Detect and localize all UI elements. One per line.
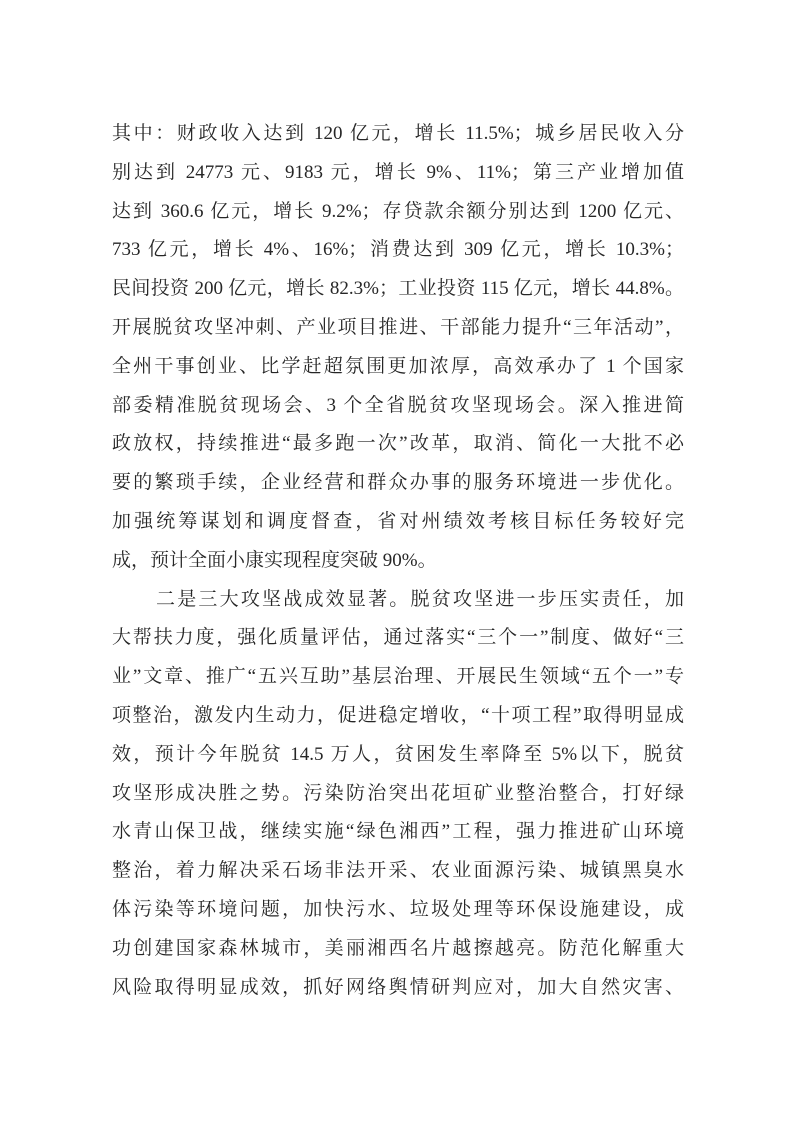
text-line: 体污染等环境问题，加快污水、垃圾处理等环保设施建设，成 (112, 898, 684, 920)
text-line: 部委精准脱贫现场会、3 个全省脱贫攻坚现场会。深入推进简 (112, 394, 684, 416)
page-body (112, 115, 684, 1007)
text-line: 达到 360.6 亿元，增长 9.2%；存贷款余额分别达到 1200 亿元、 (112, 200, 684, 222)
text-line: 整治，着力解决采石场非法开采、农业面源污染、城镇黑臭水 (112, 860, 684, 882)
text-line: 水青山保卫战，继续实施“绿色湘西”工程，强力推进矿山环境 (112, 821, 684, 843)
text-line: 业”文章、推广“五兴互助”基层治理、开展民生领域“五个一”专 (112, 666, 684, 688)
paragraph (112, 115, 684, 581)
text-line: 要的繁琐手续，企业经营和群众办事的服务环境进一步优化。 (112, 472, 684, 494)
text-line: 功创建国家森林城市，美丽湘西名片越擦越亮。防范化解重大 (112, 937, 684, 959)
text-line: 大帮扶力度，强化质量评估，通过落实“三个一”制度、做好“三 (112, 627, 684, 649)
text-line: 风险取得明显成效，抓好网络舆情研判应对，加大自然灾害、 (112, 976, 684, 998)
text-line: 效，预计今年脱贫 14.5 万人，贫困发生率降至 5%以下，脱贫 (112, 743, 684, 765)
text-line: 攻坚形成决胜之势。污染防治突出花垣矿业整治整合，打好绿 (112, 782, 684, 804)
text-line: 733 亿元，增长 4%、16%；消费达到 309 亿元，增长 10.3%； (112, 239, 684, 261)
text-line: 项整治，激发内生动力，促进稳定增收，“十项工程”取得明显成 (112, 704, 684, 726)
text-line: 全州干事创业、比学赶超氛围更加浓厚，高效承办了 1 个国家 (112, 355, 684, 377)
text-line: 民间投资 200 亿元，增长 82.3%；工业投资 115 亿元，增长 44.8%。 (112, 278, 684, 300)
text-line: 二是三大攻坚战成效显著。脱贫攻坚进一步压实责任，加 (156, 588, 684, 610)
text-line: 开展脱贫攻坚冲刺、产业项目推进、干部能力提升“三年活动”， (112, 316, 684, 338)
text-line: 成，预计全面小康实现程度突破 90%。 (112, 549, 437, 571)
text-line: 加强统筹谋划和调度督查，省对州绩效考核目标任务较好完 (112, 510, 684, 532)
text-line: 政放权，持续推进“最多跑一次”改革，取消、简化一大批不必 (112, 433, 684, 455)
text-line: 别达到 24773 元、9183 元，增长 9%、11%；第三产业增加值 (112, 161, 684, 183)
paragraph (112, 581, 684, 1008)
text-line: 其中：财政收入达到 120 亿元，增长 11.5%；城乡居民收入分 (112, 123, 684, 144)
